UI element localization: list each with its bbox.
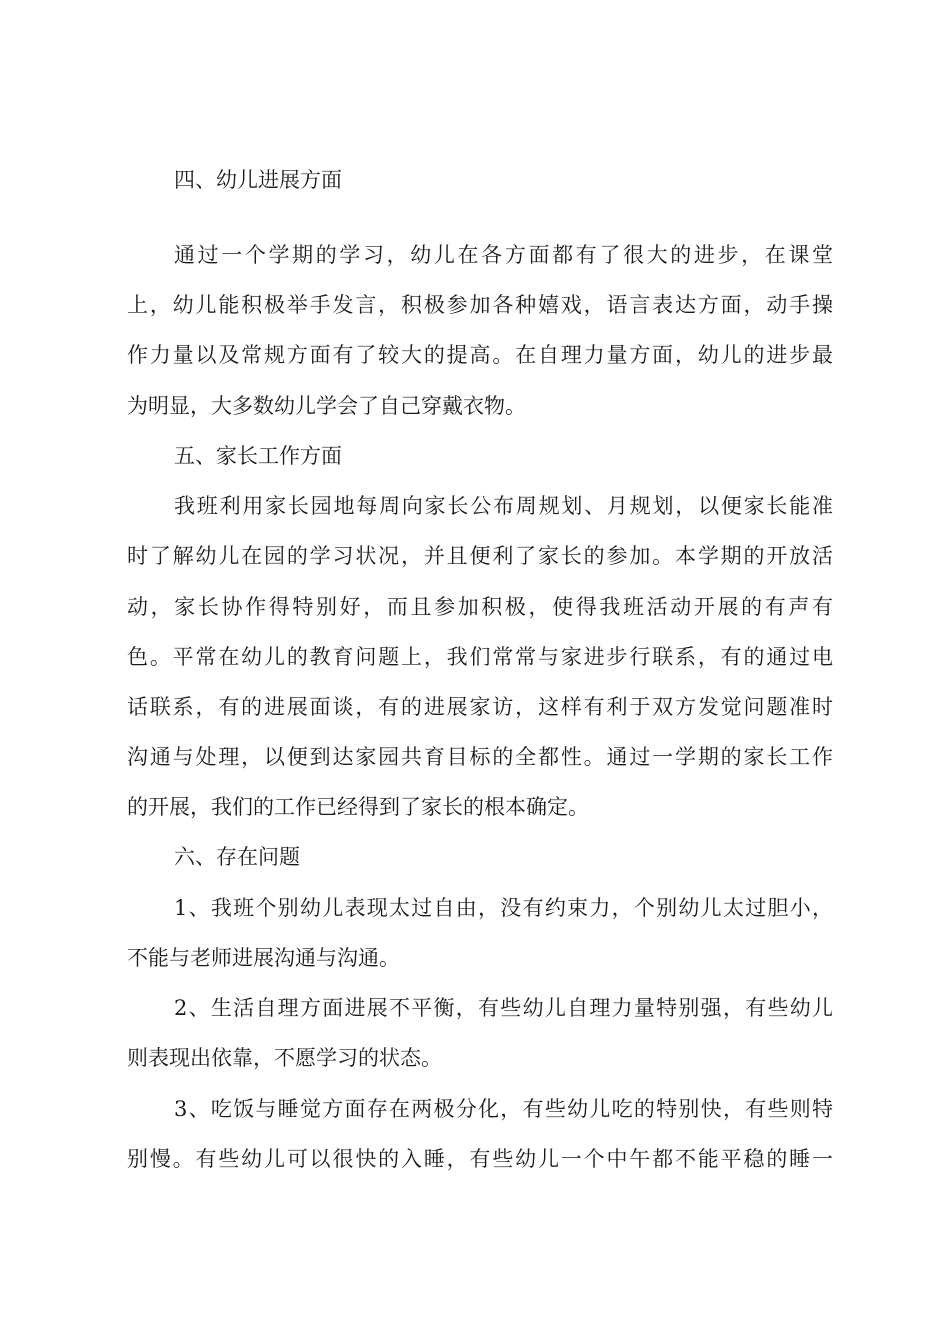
paragraph-line: 3、吃饭与睡觉方面存在两极分化，有些幼儿吃的特别快，有些则特 bbox=[174, 1097, 833, 1121]
paragraph-line: 的开展，我们的工作已经得到了家长的根本确定。 bbox=[127, 795, 589, 819]
paragraph-line: 不能与老师进展沟通与沟通。 bbox=[127, 946, 400, 970]
paragraph-line: 2、生活自理方面进展不平衡，有些幼儿自理力量特别强，有些幼儿 bbox=[174, 996, 833, 1020]
paragraph-line: 我班利用家长园地每周向家长公布周规划、月规划，以便家长能准 bbox=[174, 494, 833, 518]
section-heading-parent-work: 五、家长工作方面 bbox=[174, 444, 342, 468]
paragraph-line: 作力量以及常规方面有了较大的提高。在自理力量方面，幼儿的进步最 bbox=[127, 343, 833, 367]
paragraph-line: 别慢。有些幼儿可以很快的入睡，有些幼儿一个中午都不能平稳的睡一 bbox=[127, 1147, 833, 1171]
paragraph-line: 沟通与处理，以便到达家园共育目标的全都性。通过一学期的家长工作 bbox=[127, 745, 833, 769]
section-heading-child-development: 四、幼儿进展方面 bbox=[174, 168, 342, 192]
paragraph-line: 话联系，有的进展面谈，有的进展家访，这样有利于双方发觉问题准时 bbox=[127, 695, 833, 719]
paragraph-line: 上，幼儿能积极举手发言，积极参加各种嬉戏，语言表达方面，动手操 bbox=[127, 293, 833, 317]
paragraph-line: 为明显，大多数幼儿学会了自己穿戴衣物。 bbox=[127, 394, 526, 418]
paragraph-line: 通过一个学期的学习，幼儿在各方面都有了很大的进步，在课堂 bbox=[174, 243, 833, 267]
paragraph-line: 色。平常在幼儿的教育问题上，我们常常与家进步行联系，有的通过电 bbox=[127, 645, 833, 669]
paragraph-line: 动，家长协作得特别好，而且参加积极，使得我班活动开展的有声有 bbox=[127, 595, 833, 619]
paragraph-line: 则表现出依靠，不愿学习的状态。 bbox=[127, 1046, 442, 1070]
paragraph-line: 时了解幼儿在园的学习状况，并且便利了家长的参加。本学期的开放活 bbox=[127, 544, 833, 568]
section-heading-existing-problems: 六、存在问题 bbox=[174, 845, 300, 869]
paragraph-line: 1、我班个别幼儿表现太过自由，没有约束力，个别幼儿太过胆小， bbox=[174, 896, 833, 920]
